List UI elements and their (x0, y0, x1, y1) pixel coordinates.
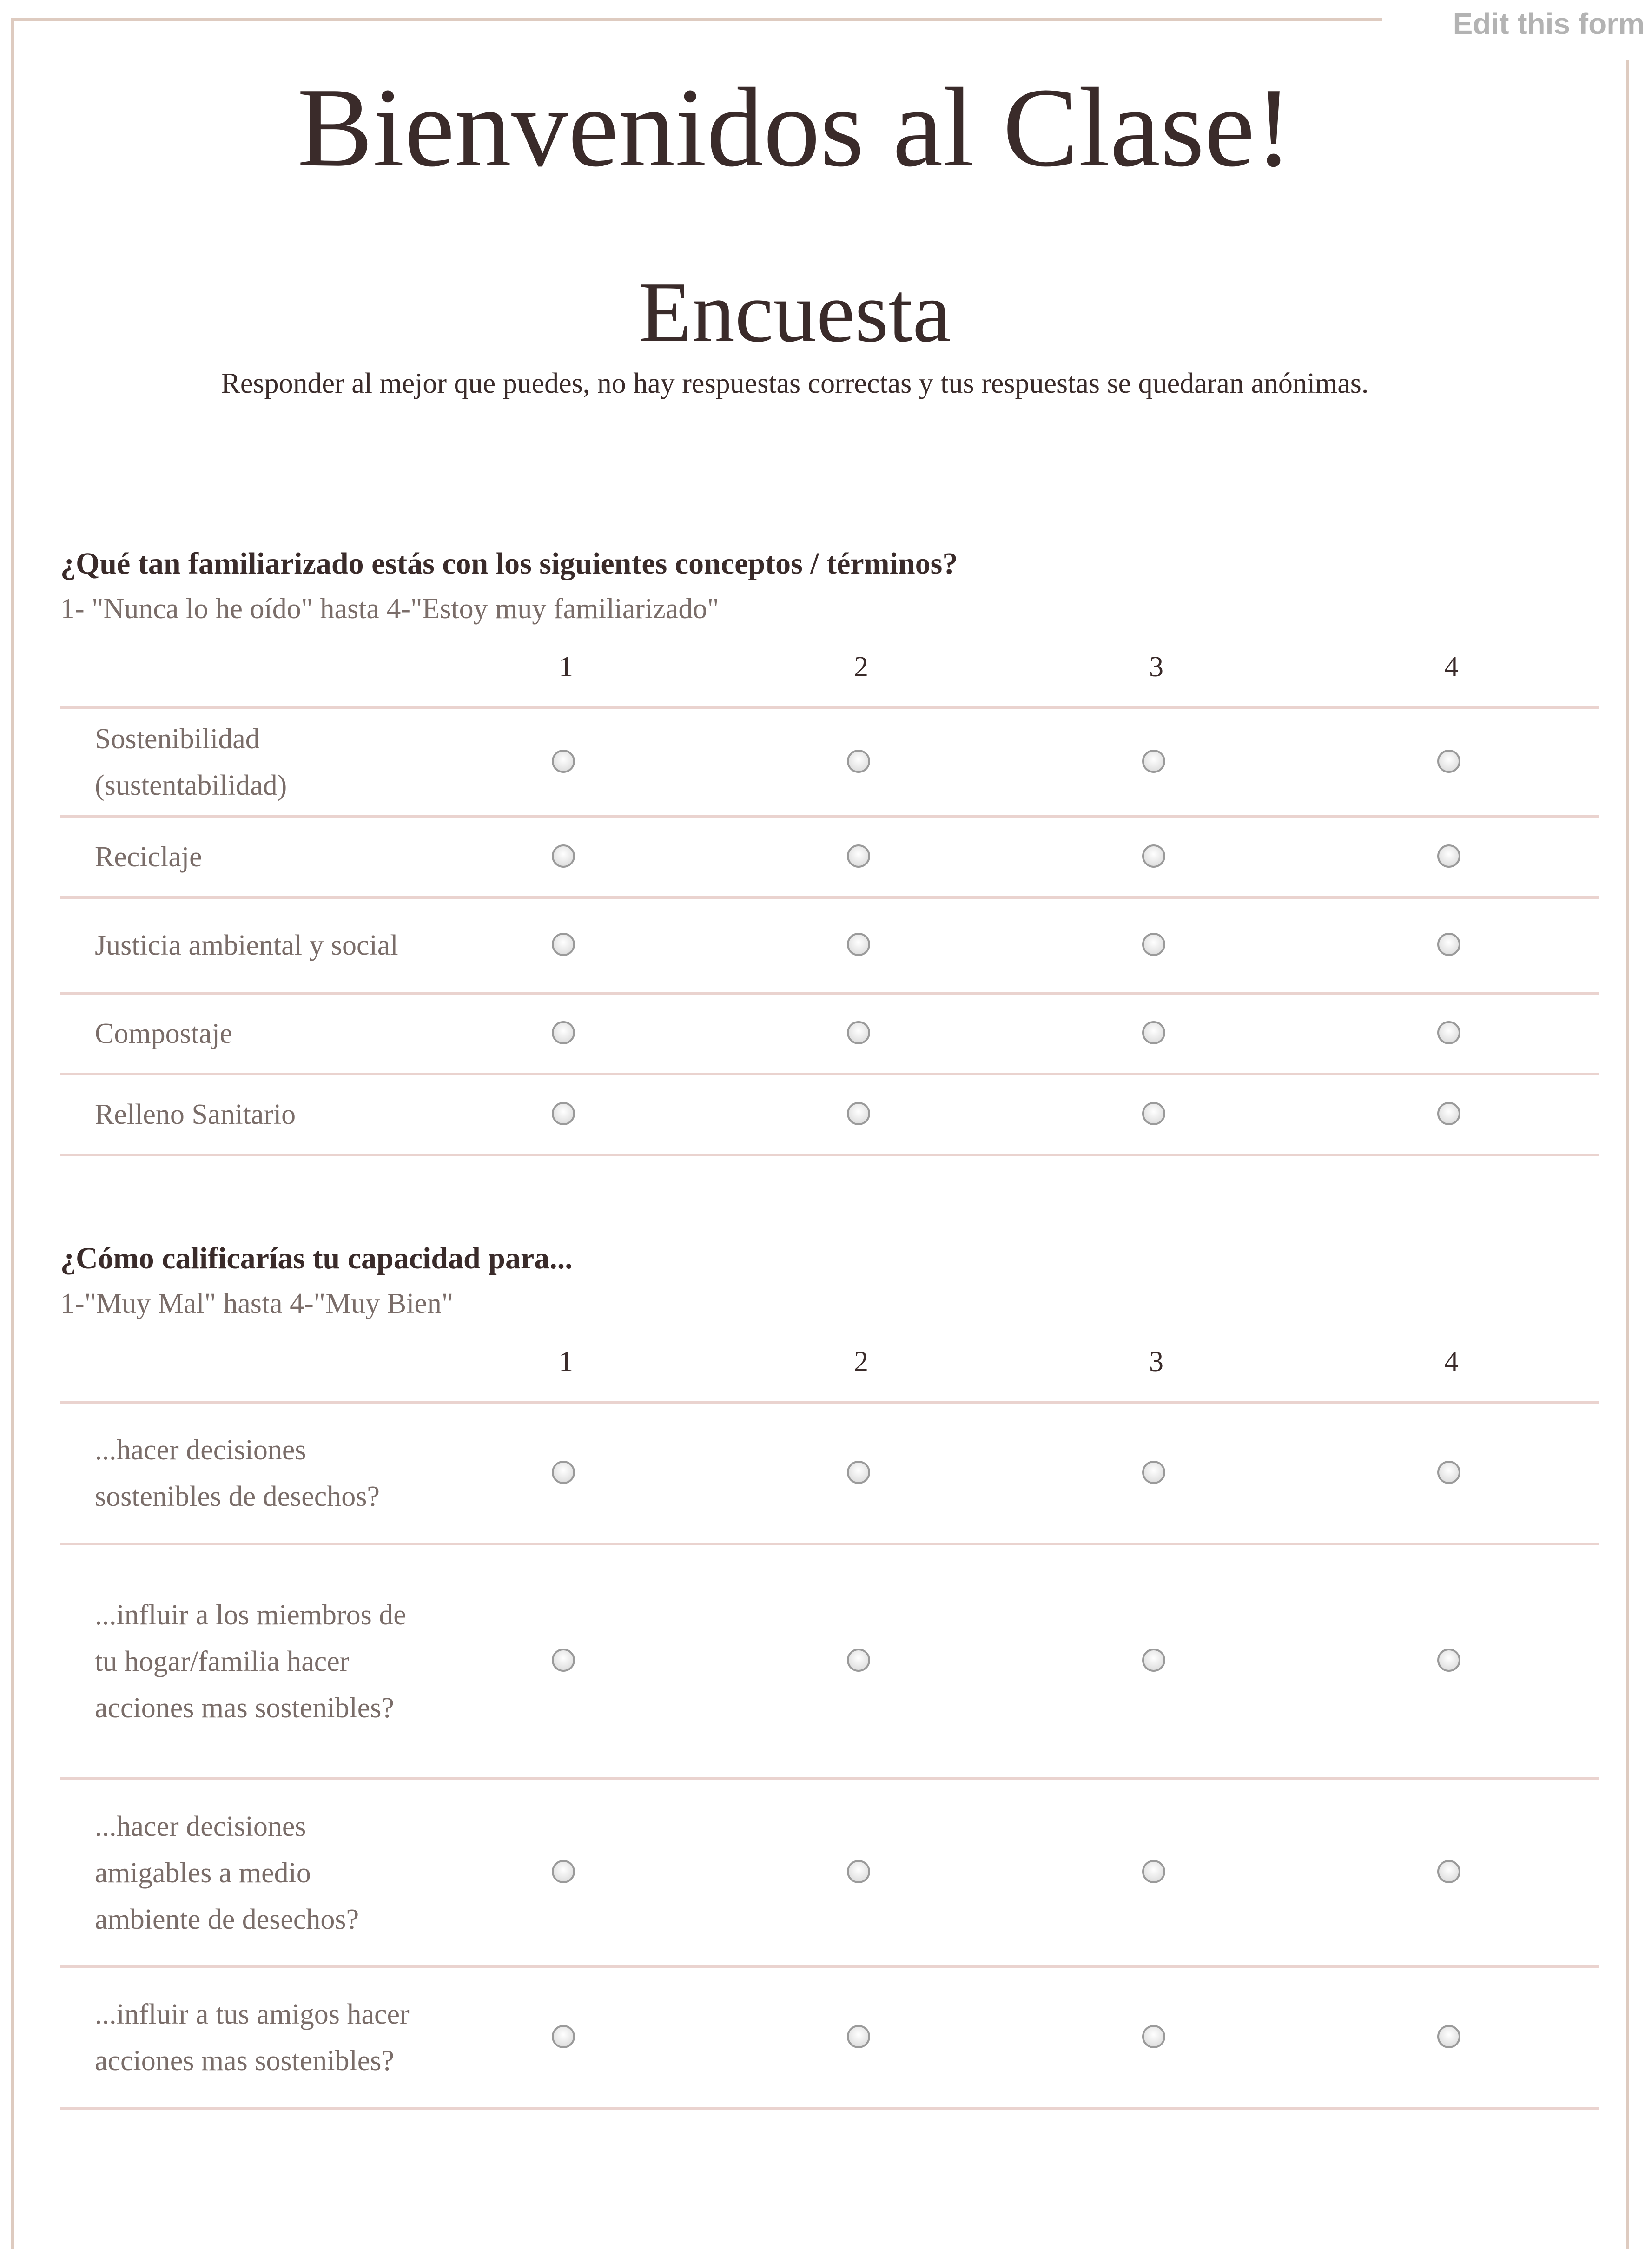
radio-option-1[interactable] (552, 2025, 575, 2048)
radio-option-2[interactable] (847, 1102, 870, 1125)
radio-option-2[interactable] (847, 1649, 870, 1672)
row-label: Relleno Sanitario (60, 1074, 418, 1155)
radio-option-2[interactable] (847, 844, 870, 868)
radio-option-3[interactable] (1142, 1102, 1165, 1125)
grid-row (60, 708, 1599, 817)
question-familiarity (60, 544, 1539, 1156)
row-label: Compostaje (60, 993, 418, 1074)
grid-row (60, 1074, 1599, 1155)
radio-option-3[interactable] (1142, 2025, 1165, 2048)
familiarity-grid (60, 627, 1599, 1156)
column-header: 1 (559, 1345, 573, 1378)
radio-option-1[interactable] (552, 1102, 575, 1125)
radio-option-4[interactable] (1437, 1021, 1460, 1044)
radio-option-2[interactable] (847, 750, 870, 773)
question-help-text: 1-"Muy Mal" hasta 4-"Muy Bien" (60, 1287, 454, 1319)
row-label: Justicia ambiental y social (60, 897, 418, 993)
radio-option-4[interactable] (1437, 1860, 1460, 1883)
form-description: Responder al mejor que puedes, no hay respuestas correctas y tus respuestas se quedaran anónimas. (221, 368, 1369, 399)
column-header: 3 (1149, 1345, 1163, 1378)
radio-option-4[interactable] (1437, 844, 1460, 868)
row-label: ...hacer decisiones sostenibles de desechos? (60, 1403, 418, 1544)
edit-form-link[interactable]: Edit this form (1453, 7, 1645, 40)
question-capability (60, 1239, 1539, 2110)
column-header: 2 (854, 1345, 868, 1378)
radio-option-1[interactable] (552, 933, 575, 956)
radio-option-2[interactable] (847, 1021, 870, 1044)
question-title: ¿Qué tan familiarizado estás con los siguientes conceptos / términos? (60, 547, 958, 580)
radio-option-3[interactable] (1142, 1649, 1165, 1672)
radio-option-4[interactable] (1437, 1461, 1460, 1484)
grid-row (60, 1779, 1599, 1967)
radio-option-3[interactable] (1142, 1461, 1165, 1484)
grid-corner (60, 627, 418, 708)
radio-option-1[interactable] (552, 750, 575, 773)
question-help-text: 1- "Nunca lo he oído" hasta 4-"Estoy muy familiarizado" (60, 593, 719, 625)
radio-option-1[interactable] (552, 1649, 575, 1672)
radio-option-1[interactable] (552, 1461, 575, 1484)
grid-header-row (60, 627, 1599, 708)
radio-option-4[interactable] (1437, 933, 1460, 956)
column-header: 3 (1149, 651, 1163, 683)
row-label: ...hacer decisiones amigables a medio ambiente de desechos? (60, 1779, 418, 1967)
row-label: ...influir a tus amigos hacer acciones mas sostenibles? (60, 1967, 418, 2108)
radio-option-3[interactable] (1142, 1021, 1165, 1044)
radio-option-3[interactable] (1142, 1860, 1165, 1883)
row-label: Sostenibilidad (sustentabilidad) (60, 708, 418, 817)
form-frame-top-border (11, 18, 1382, 21)
radio-option-1[interactable] (552, 844, 575, 868)
radio-option-2[interactable] (847, 1461, 870, 1484)
grid-row (60, 1967, 1599, 2108)
row-label: Reciclaje (60, 817, 418, 897)
radio-option-2[interactable] (847, 933, 870, 956)
column-header: 1 (559, 651, 573, 683)
radio-option-4[interactable] (1437, 2025, 1460, 2048)
radio-option-3[interactable] (1142, 844, 1165, 868)
radio-option-4[interactable] (1437, 750, 1460, 773)
radio-option-3[interactable] (1142, 933, 1165, 956)
column-header: 4 (1444, 651, 1459, 683)
radio-option-3[interactable] (1142, 750, 1165, 773)
capability-grid (60, 1322, 1599, 2110)
column-header: 4 (1444, 1345, 1459, 1378)
radio-option-1[interactable] (552, 1860, 575, 1883)
radio-option-1[interactable] (552, 1021, 575, 1044)
grid-row (60, 1403, 1599, 1544)
form-frame-right-border (1626, 60, 1629, 2249)
column-header: 2 (854, 651, 868, 683)
page-title: Bienvenidos al Clase! (297, 65, 1293, 190)
radio-option-2[interactable] (847, 1860, 870, 1883)
question-title: ¿Cómo calificarías tu capacidad para... (60, 1241, 573, 1275)
radio-option-2[interactable] (847, 2025, 870, 2048)
row-label: ...influir a los miembros de tu hogar/familia hacer acciones mas sostenibles? (60, 1544, 418, 1779)
grid-row (60, 993, 1599, 1074)
grid-row (60, 817, 1599, 897)
grid-corner (60, 1322, 418, 1403)
grid-row (60, 1544, 1599, 1779)
grid-row (60, 897, 1599, 993)
radio-option-4[interactable] (1437, 1649, 1460, 1672)
radio-option-4[interactable] (1437, 1102, 1460, 1125)
form-title: Encuesta (639, 264, 951, 360)
grid-header-row (60, 1322, 1599, 1403)
